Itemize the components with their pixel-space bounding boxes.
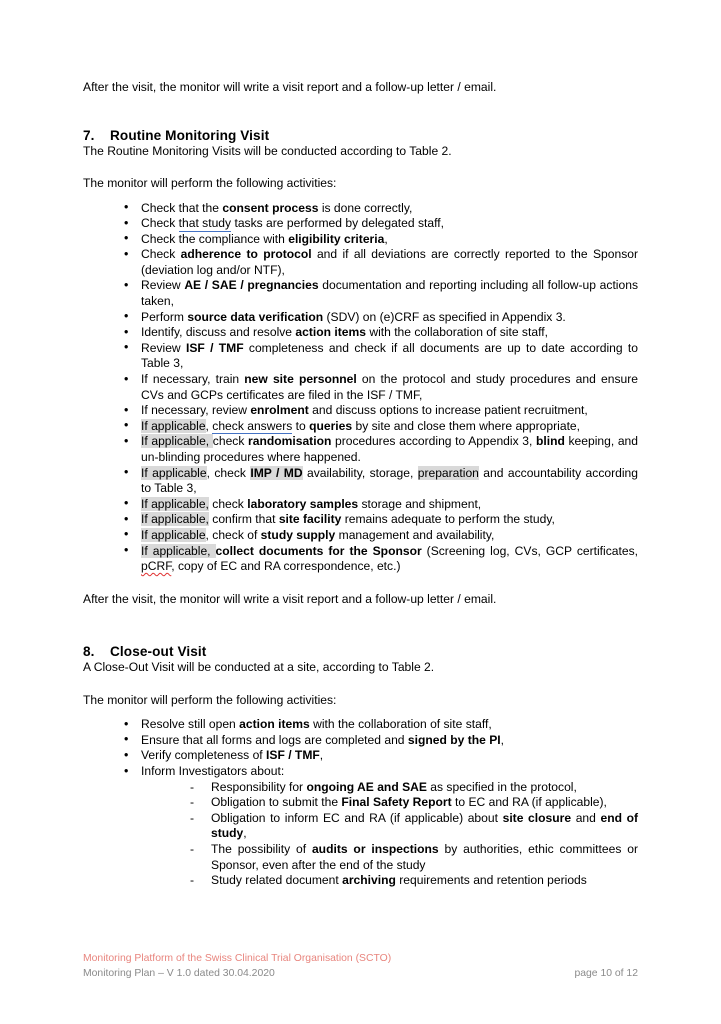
body-text: Inform Investigators about: [141,764,285,779]
list-item [83,232,638,248]
highlighted-text: If applicable, [141,543,216,558]
list-item [83,247,638,278]
body-text: If necessary, train [141,372,245,387]
emphasis-text: end of study [211,810,639,841]
emphasis-text: enrolment [250,403,309,418]
emphasis-text: action items [295,325,366,340]
list-item [83,528,638,544]
section-8-number: 8. [83,644,95,660]
body-text: Perform [141,309,188,324]
list-item [83,434,638,465]
body-text: Check [141,216,179,231]
body-text: confirm that [208,512,279,527]
body-text: Resolve still open [141,717,240,732]
sub-list-item [83,842,638,873]
list-item [83,497,638,513]
list-item [83,733,638,749]
sub-list-item [83,795,638,811]
list-item [83,216,638,232]
body-text: completeness and check if all documents are up to date according to Table 3, [141,340,639,371]
section-7-bullet-list [83,201,638,575]
list-item [83,419,638,435]
body-text: Responsibility for [211,779,307,794]
emphasis-text: ongoing AE and SAE [306,779,427,794]
body-text: to [292,418,310,433]
body-text: keeping, and un-blinding procedures where happened. [141,434,639,464]
closing-paragraph: After the visit, the monitor will write a visit report and a follow-up letter / email. [83,591,497,606]
highlighted-text: If applicable, [141,434,213,449]
body-text: check [212,434,249,449]
sub-list-item [83,873,638,889]
list-item [83,717,638,733]
footer-document-version: Monitoring Plan – V 1.0 dated 30.04.2020 [83,968,275,979]
list-item [83,764,638,780]
body-text: , [384,231,388,246]
body-text: requirements and retention periods [395,873,587,888]
body-text: tasks are performed by delegated staff, [231,216,444,231]
emphasis-text: audits or inspections [311,842,439,856]
body-text: Verify completeness of [141,748,267,763]
body-text: and accountability according to Table 3, [141,465,638,496]
list-item [83,341,638,372]
body-text: Check the compliance with [141,231,289,246]
body-text: Identify, discuss and resolve [141,325,296,340]
body-text: , check of [205,527,261,542]
section-7-heading [83,127,638,144]
highlighted-text: If applicable [141,465,207,480]
grammar-flagged-text: check answers [212,418,293,433]
emphasis-text: AE / SAE / pregnancies [184,278,319,293]
grammar-flagged-text: that study [178,216,232,231]
body-text: , check [206,465,251,480]
section-7-title: Routine Monitoring Visit [110,127,270,143]
list-item [83,310,638,326]
list-item [83,403,638,419]
body-text: Study related document [211,873,343,888]
emphasis-text: source data verification [187,309,324,324]
emphasis-text: consent process [222,200,319,215]
body-text: , [319,748,324,763]
emphasis-text: ISF / TMF [185,340,244,355]
body-text: management and availability, [335,527,495,542]
body-text: documentation and reporting including all follow-up actions taken, [141,278,638,309]
list-item [83,466,638,497]
section-8-activities-intro: The monitor will perform the following activities: [83,692,337,707]
footer-organisation: Monitoring Platform of the Swiss Clinical Trial Organisation (SCTO) [83,953,392,964]
emphasis-text: ISF / TMF [266,748,320,763]
emphasis-text: site facility [278,512,342,527]
body-text: (Screening log, CVs, GCP certificates, [421,543,638,558]
body-text: Obligation to inform EC and RA (if applicable) about [211,810,503,825]
highlighted-text: If applicable, [141,496,209,511]
emphasis-text: archiving [342,873,396,888]
body-text: Check that the [141,200,223,215]
body-text: , copy of EC and RA correspondence, etc.) [171,559,401,574]
body-text: with the collaboration of site staff, [365,325,548,340]
body-text: storage and shipment, [358,496,482,511]
emphasis-text: collect documents for the Sponsor [215,543,422,558]
body-text: Ensure that all forms and logs are completed and [141,732,408,747]
body-text: procedures according to Appendix 3, [331,434,536,449]
emphasis-text: eligibility criteria [288,231,385,246]
body-text: remains adequate to perform the study, [341,512,555,527]
emphasis-text: queries [309,418,353,433]
body-text: and if all deviations are correctly reported to the Sponsor (deviation log and/or NTF), [141,247,638,277]
highlighted-text: preparation [417,465,479,480]
emphasis-text: Final Safety Report [341,795,452,810]
section-7-activities-intro: The monitor will perform the following activities: [83,176,337,190]
body-text: The possibility of [211,842,312,856]
intro-paragraph: After the visit, the monitor will write a visit report and a follow-up letter / email. [83,80,497,94]
list-item [83,748,638,764]
body-text: and discuss options to increase patient recruitment, [308,403,588,418]
highlighted-emphasis-text: IMP / MD [250,465,303,480]
body-text: Review [141,278,185,293]
body-text: check [208,496,248,511]
emphasis-text: site closure [502,810,572,825]
spelling-flagged-text: pCRF [141,559,172,574]
emphasis-text: adherence to protocol [180,247,312,262]
sub-list-item [83,811,638,842]
list-item [83,325,638,341]
section-8-lead: A Close-Out Visit will be conducted at a site, according to Table 2. [83,660,435,675]
highlighted-text: If applicable [141,527,206,542]
body-text: by site and close them where appropriate, [352,418,581,433]
body-text: is done correctly, [318,200,413,215]
section-8-title: Close-out Visit [110,644,207,660]
body-text: availability, storage, [302,465,418,480]
section-7-lead: The Routine Monitoring Visits will be conducted according to Table 2. [83,143,452,158]
body-text: to EC and RA (if applicable), [451,795,607,810]
page-footer [83,952,638,981]
emphasis-text: randomisation [248,434,332,449]
emphasis-text: study supply [260,527,336,542]
body-text: by authorities, ethic committees or Sponsor, even after the end of the study [211,842,638,872]
body-text: If necessary, review [141,403,251,418]
body-text: , [205,418,213,433]
body-text: Obligation to submit the [211,795,342,810]
footer-page-number: page 10 of 12 [574,968,638,979]
list-item [83,512,638,528]
body-text: (SDV) on (e)CRF as specified in Appendix 3. [323,309,566,324]
emphasis-text: signed by the PI [407,732,501,747]
list-item [83,201,638,217]
emphasis-text: new site personnel [244,372,357,387]
body-text: on the protocol and study procedures and ensure CVs and GCPs certificates are filed in the ISF / TMF, [141,372,638,402]
section-8-sub-bullet-list [83,780,638,889]
section-8-heading [83,643,638,660]
body-text: , [243,826,247,841]
emphasis-text: blind [535,434,565,449]
body-text: with the collaboration of site staff, [309,717,492,732]
highlighted-text: If applicable, [141,512,209,527]
body-text: Check [141,247,181,262]
body-text: Review [141,340,186,355]
section-7-number: 7. [83,127,95,143]
list-item [83,372,638,403]
sub-list-item [83,780,638,796]
list-item [83,544,638,575]
body-text: , [500,732,505,747]
body-text: as specified in the protocol, [426,779,577,794]
body-text: and [571,810,601,825]
section-8-bullet-list [83,717,638,779]
document-body [83,80,638,889]
footer-meta-row [83,967,638,981]
emphasis-text: action items [239,717,310,732]
emphasis-text: laboratory samples [247,496,359,511]
list-item [83,278,638,309]
highlighted-text: If applicable [141,418,206,433]
